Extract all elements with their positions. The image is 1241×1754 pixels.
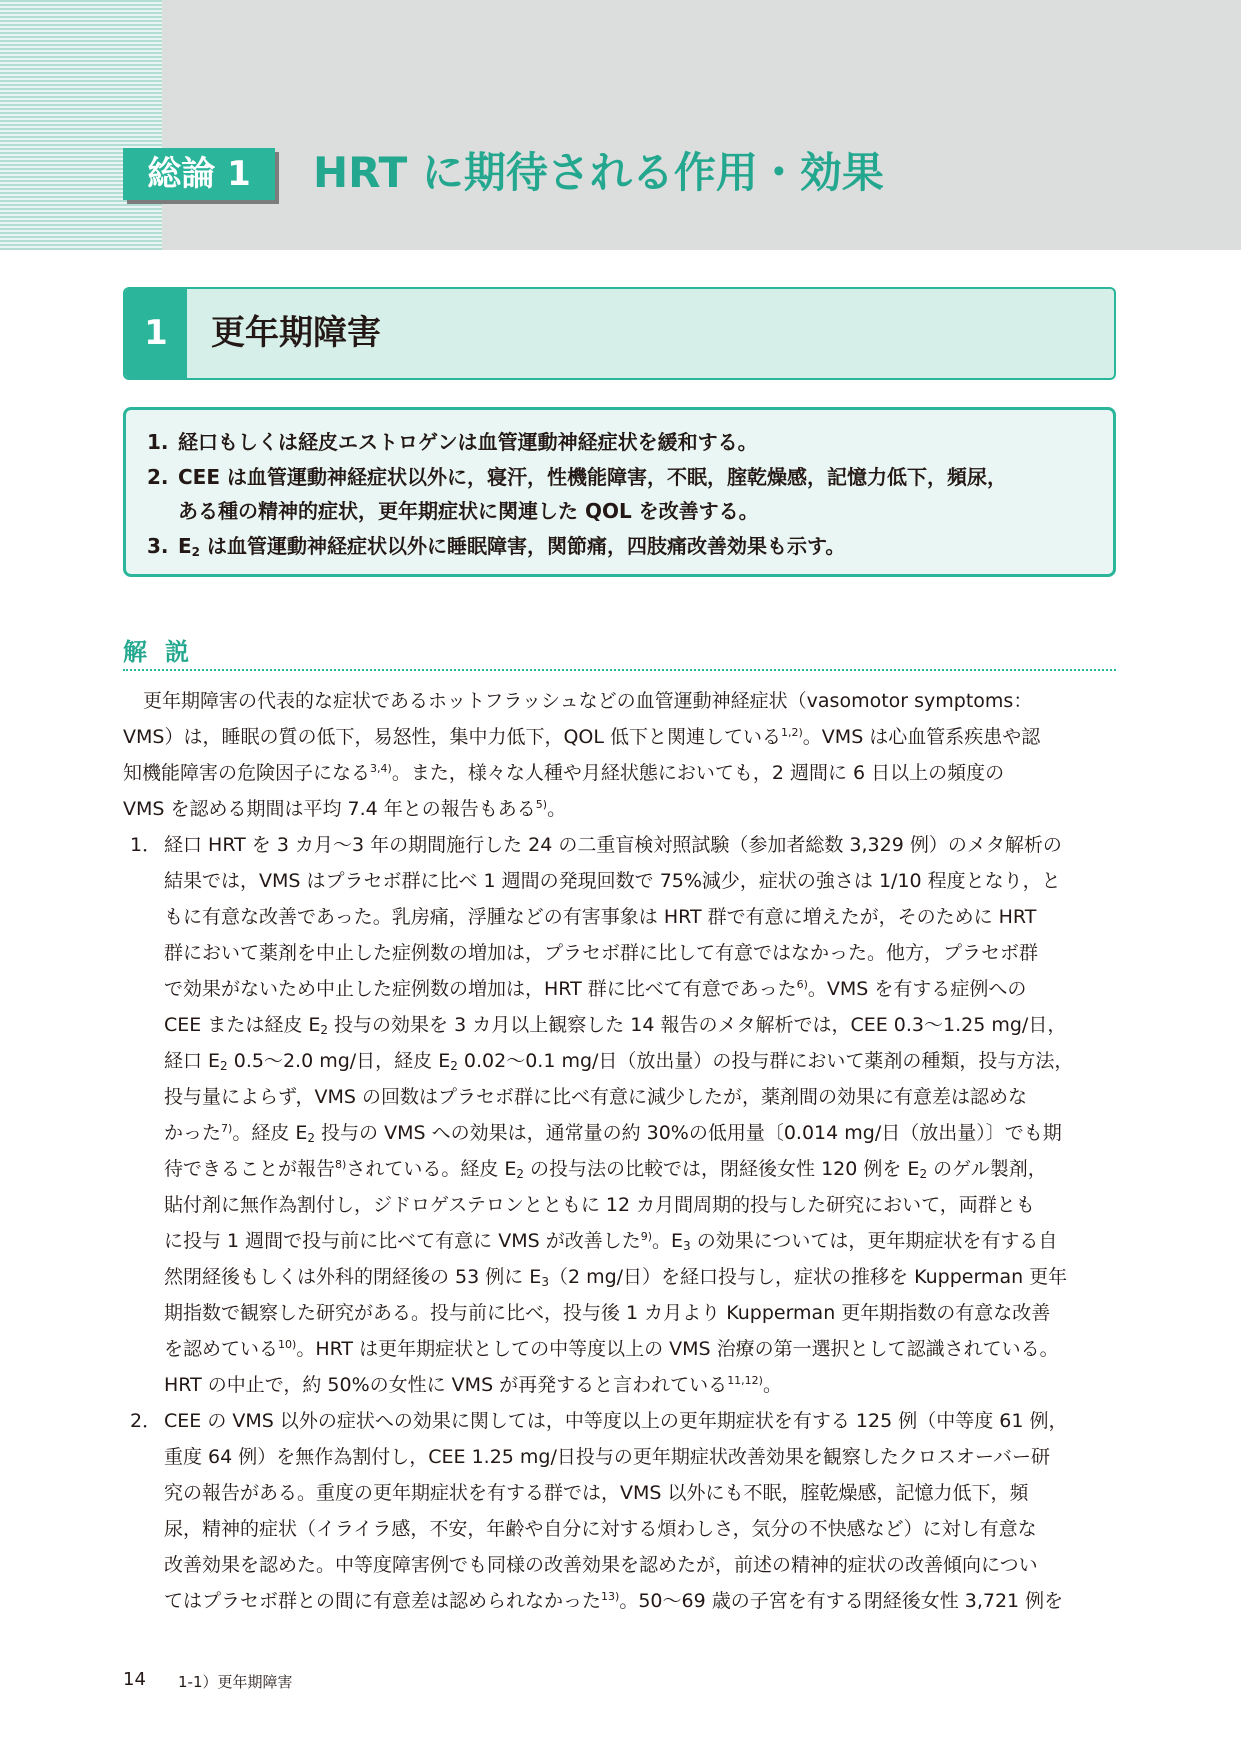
paragraph-line: 更年期障害の代表的な症状であるホットフラッシュなどの血管運動神経症状（vasomotor symptoms：: [143, 690, 1033, 712]
paragraph-line: 尿，精神的症状（イライラ感，不安，年齢や自分に対する煩わしさ，気分の不快感など）に対し有意な: [164, 1518, 1037, 1540]
section-number: 1: [125, 289, 187, 378]
paragraph-line: 群において薬剤を中止した症例数の増加は，プラセボ群に比して有意ではなかった。他方，プラセボ群: [164, 942, 1039, 964]
recommendation-text: 経口もしくは経皮エストロゲンは血管運動神経症状を緩和する。: [178, 430, 758, 454]
paragraph-line: VMS を認める期間は平均 7.4 年との報告もある$^{5)}$。: [123, 798, 567, 820]
recommendation-number: 1.: [147, 430, 169, 454]
recommendation-box: [123, 407, 1116, 577]
paragraph-line: 待できることが報告$^{8)}$されている。経皮 $E_2$ の投与法の比較では，閉経後女性 120 例を $E_2$ のゲル製剤，: [164, 1158, 1047, 1181]
paragraph-line: を認めている$^{10)}$。HRT は更年期症状としての中等度以上の VMS 治療の第一選択として認識されている。: [164, 1338, 1059, 1360]
paragraph-line: 経口 $E_2$ 0.5～2.0 mg/日，経皮 $E_2$ 0.02～0.1 mg/日（放出量）の投与群において薬剤の種類，投与方法，: [164, 1050, 1074, 1073]
header-band: [0, 0, 1241, 250]
commentary-heading: 解説: [123, 638, 207, 666]
recommendation-text: CEE は血管運動神経症状以外に，寝汗，性機能障害，不眠，腟乾燥感，記憶力低下，頻尿，: [178, 465, 1007, 489]
page-number: 14: [123, 1669, 146, 1690]
paragraph-line: CEE の VMS 以外の症状への効果に関しては，中等度以上の更年期症状を有する 125 例（中等度 61 例，: [164, 1410, 1068, 1432]
paragraph-line: もに有意な改善であった。乳房痛，浮腫などの有害事象は HRT 群で有意に増えたが，そのために HRT: [164, 906, 1037, 928]
paragraph-line: CEE または経皮 $E_2$ 投与の効果を 3 カ月以上観察した 14 報告のメタ解析では，CEE 0.3～1.25 mg/日，: [164, 1014, 1067, 1037]
recommendation-number: 3.: [147, 534, 169, 558]
dotted-divider: [123, 669, 1116, 671]
paragraph-line: 結果では，VMS はプラセボ群に比べ 1 週間の発現回数で 75%減少，症状の強さは 1/10 程度となり，と: [164, 870, 1061, 892]
header-stripes: [0, 0, 162, 250]
paragraph-line: 究の報告がある。重度の更年期症状を有する群では，VMS 以外にも不眠，腟乾燥感，記憶力低下，頻: [164, 1482, 1029, 1504]
paragraph-line: に投与 1 週間で投与前に比べて有意に VMS が改善した$^{9)}$。$E_3$ の効果については，更年期症状を有する自: [164, 1230, 1058, 1253]
chapter-badge: 総論 1: [123, 148, 275, 200]
paragraph-line: HRT の中止で，約 50%の女性に VMS が再発すると言われている$^{11,12)}$。: [164, 1374, 782, 1396]
recommendation-item: [147, 463, 1007, 491]
paragraph-line: 期指数で観察した研究がある。投与前に比べ，投与後 1 カ月より Kupperman 更年期指数の有意な改善: [164, 1302, 1051, 1324]
running-footer: 1-1）更年期障害: [178, 1673, 293, 1691]
chapter-title: HRT に期待される作用・効果: [313, 148, 884, 197]
paragraph-line: 貼付剤に無作為割付し，ジドロゲステロンとともに 12 カ月間周期的投与した研究において，両群とも: [164, 1194, 1035, 1216]
paragraph-line: てはプラセボ群との間に有意差は認められなかった$^{13)}$。50～69 歳の子宮を有する閉経後女性 3,721 例を: [164, 1590, 1064, 1612]
section-title: 更年期障害: [211, 313, 381, 353]
paragraph-line: 投与量によらず，VMS の回数はプラセボ群に比べ有意に減少したが，薬剤間の効果に有意差は認めな: [164, 1086, 1027, 1108]
recommendation-item: 3. $E_2$ は血管運動神経症状以外に睡眠障害，関節痛，四肢痛改善効果も示す。: [147, 534, 846, 559]
paragraph-line: で効果がないため中止した症例数の増加は，HRT 群に比べて有意であった$^{6)}$。VMS を有する症例への: [164, 978, 1027, 1000]
paragraph-line: 重度 64 例）を無作為割付し，CEE 1.25 mg/日投与の更年期症状改善効果を観察したクロスオーバー研: [164, 1446, 1050, 1468]
paragraph-line: 改善効果を認めた。中等度障害例でも同様の改善効果を認めたが，前述の精神的症状の改善傾向につい: [164, 1554, 1038, 1576]
section-heading-box: [123, 287, 1116, 380]
recommendation-item: [147, 428, 758, 456]
paragraph-line: 知機能障害の危険因子になる$^{3,4)}$。また，様々な人種や月経状態においても，2 週間に 6 日以上の頻度の: [123, 762, 1005, 784]
list-number: 2．: [130, 1410, 162, 1432]
paragraph-line: かった$^{7)}$。経皮 $E_2$ 投与の VMS への効果は，通常量の約 30%の低用量〔0.014 mg/日（放出量）〕でも期: [164, 1122, 1062, 1145]
recommendation-continuation: ある種の精神的症状，更年期症状に関連した QOL を改善する。: [178, 499, 759, 523]
recommendation-number: 2.: [147, 465, 169, 489]
list-number: 1．: [130, 834, 162, 856]
paragraph-line: VMS）は，睡眠の質の低下，易怒性，集中力低下，QOL 低下と関連している$^{1,2)}$。VMS は心血管系疾患や認: [123, 726, 1041, 748]
paragraph-line: 経口 HRT を 3 カ月～3 年の期間施行した 24 の二重盲検対照試験（参加者総数 3,329 例）のメタ解析の: [164, 834, 1062, 856]
paragraph-line: 然閉経後もしくは外科的閉経後の 53 例に $E_3(2$ mg/日）を経口投与し，症状の推移を Kupperman 更年: [164, 1266, 1068, 1289]
